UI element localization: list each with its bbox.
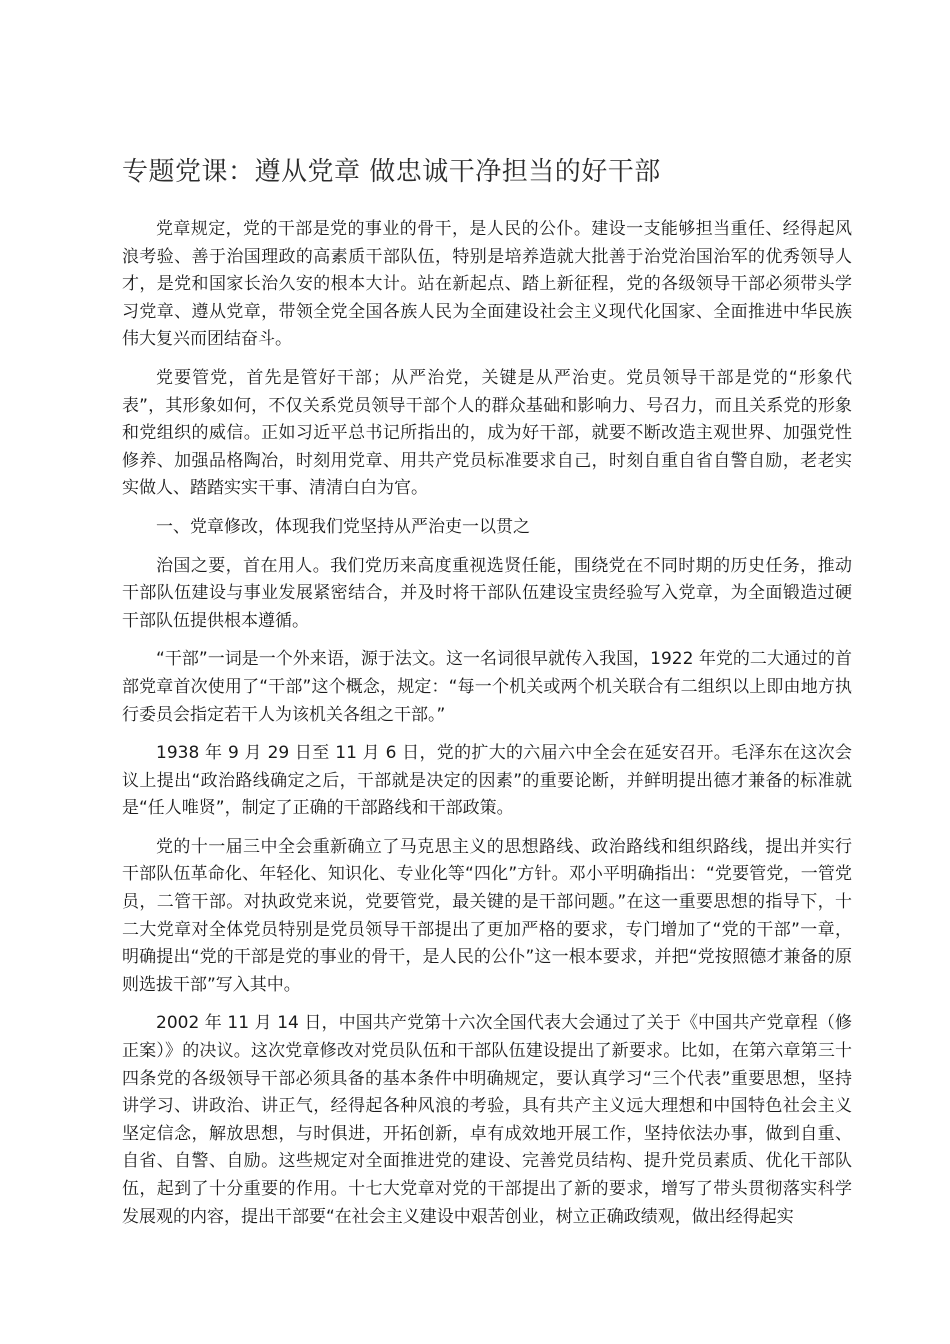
document-title: 专题党课：遵从党章 做忠诚干净担当的好干部: [122, 157, 661, 187]
paragraph-cadre-term: “干部”一词是一个外来语，源于法文。这一名词很早就传入我国，1922 年党的二大通过的首部党章首次使用了“干部”这个概念，规定：“每一个机关或两个机关联合有二组织以上即由地方执行委员会指定若干人为该机关各组之干部。”: [122, 649, 852, 725]
paragraph-intro: 党章规定，党的干部是党的事业的骨干，是人民的公仆。建设一支能够担当重任、经得起风浪考验、善于治国理政的高素质干部队伍，特别是培养造就大批善于治党治国治军的优秀领导人才，是党和国家长治久安的根本大计。站在新起点、踏上新征程，党的各级领导干部必须带头学习党章、遵从党章，带领全党全国各族人民为全面建设社会主义现代化国家、全面推进中华民族伟大复兴而团结奋斗。: [122, 219, 852, 350]
paragraph-third-plenum: 党的十一届三中全会重新确立了马克思主义的思想路线、政治路线和组织路线，提出并实行干部队伍革命化、年轻化、知识化、专业化等“四化”方针。邓小平明确指出：“党要管党，一管党员，二管干部。对执政党来说，党要管党，最关键的是干部问题。”在这一重要思想的指导下，十二大党章对全体党员特别是党员领导干部提出了更加严格的要求，专门增加了“党的干部”一章，明确提出“党的干部是党的事业的骨干，是人民的公仆”这一根本要求，并把“党按照德才兼备的原则选拔干部”写入其中。: [122, 836, 852, 995]
section-heading-1: 一、党章修改，体现我们党坚持从严治吏一以贯之: [156, 516, 530, 537]
paragraph-1938-plenum: 1938 年 9 月 29 日至 11 月 6 日，党的扩大的六届六中全会在延安召开。毛泽东在这次会议上提出“政治路线确定之后，干部就是决定的因素”的重要论断，并鲜明提出德才兼备的标准就是“任人唯贤”，制定了正确的干部路线和干部政策。: [122, 743, 852, 819]
paragraph-strict-governance: 党要管党，首先是管好干部；从严治党，关键是从严治吏。党员领导干部是党的“形象代表”，其形象如何，不仅关系党员领导干部个人的群众基础和影响力、号召力，而且关系党的形象和党组织的威信。正如习近平总书记所指出的，成为好干部，就要不断改造主观世界、加强党性修养、加强品格陶冶，时刻用党章、用共产党员标准要求自己，时刻自重自省自警自励，老老实实做人、踏踏实实干事、清清白白为官。: [122, 367, 852, 499]
document-body: [122, 152, 852, 1242]
paragraph-2002-congress: 2002 年 11 月 14 日，中国共产党第十六次全国代表大会通过了关于《中国共产党章程（修正案）》的决议。这次党章修改对党员队伍和干部队伍建设提出了新要求。比如，在第六章第三十四条党的各级领导干部必须具备的基本条件中明确规定，要认真学习“三个代表”重要思想，坚持讲学习、讲政治、讲正气，经得起各种风浪的考验，具有共产主义远大理想和中国特色社会主义坚定信念，解放思想，与时俱进，开拓创新，卓有成效地开展工作，坚持依法办事，做到自重、自省、自警、自励。这些规定对全面推进党的建设、完善党员结构、提升党员素质、优化干部队伍，起到了十分重要的作用。十七大党章对党的干部提出了新的要求，增写了带头贯彻落实科学发展观的内容，提出干部要“在社会主义建设中艰苦创业，树立正确政绩观，做出经得起实: [122, 1013, 852, 1227]
paragraph-governance-key: 治国之要，首在用人。我们党历来高度重视选贤任能，围绕党在不同时期的历史任务，推动干部队伍建设与事业发展紧密结合，并及时将干部队伍建设宝贵经验写入党章，为全面锻造过硬干部队伍提供根本遵循。: [122, 555, 852, 631]
